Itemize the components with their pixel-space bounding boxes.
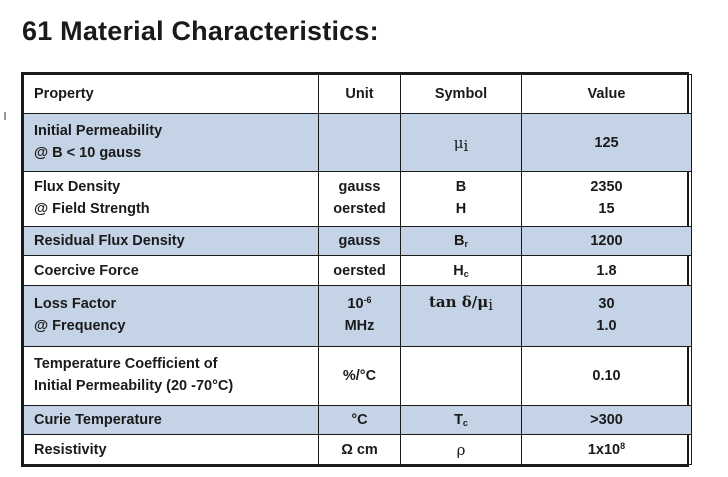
property-line: Initial Permeability bbox=[34, 122, 163, 139]
unit-cell: gauss bbox=[319, 226, 401, 256]
value-cell: 125 bbox=[522, 114, 692, 172]
value-cell: 0.10 bbox=[522, 347, 692, 405]
unit-cell: Ω cm bbox=[319, 435, 401, 465]
table-row bbox=[24, 256, 692, 286]
symbol-sub: r bbox=[464, 238, 468, 249]
value-cell: 1200 bbox=[522, 226, 692, 256]
unit-line: gauss bbox=[338, 179, 381, 196]
material-table bbox=[21, 72, 689, 467]
value-line: 2350 bbox=[590, 179, 623, 196]
unit-cell bbox=[319, 172, 401, 226]
symbol-cell bbox=[401, 256, 522, 286]
symbol-cell bbox=[401, 114, 522, 172]
symbol-main: H bbox=[453, 262, 464, 279]
unit-exponent: -6 bbox=[363, 295, 372, 306]
value-cell: >300 bbox=[522, 405, 692, 435]
property-condition: @ Field Strength bbox=[34, 200, 150, 217]
unit-line bbox=[329, 294, 390, 316]
value-line: 30 bbox=[598, 296, 615, 313]
unit-base: 10 bbox=[347, 296, 364, 313]
material-characteristics-table bbox=[23, 74, 692, 465]
value-cell: 1.8 bbox=[522, 256, 692, 286]
symbol-sub: c bbox=[462, 417, 468, 428]
symbol-cell bbox=[401, 285, 522, 346]
header-property: Property bbox=[24, 75, 319, 114]
value-cell bbox=[522, 172, 692, 226]
property-cell: Curie Temperature bbox=[24, 405, 319, 435]
property-condition: @ B < 10 gauss bbox=[34, 144, 142, 161]
symbol-main: μ bbox=[453, 133, 464, 152]
symbol-sub: c bbox=[463, 268, 469, 279]
symbol-cell bbox=[401, 226, 522, 256]
symbol-cell bbox=[401, 405, 522, 435]
symbol-main: T bbox=[454, 411, 463, 428]
symbol-line: H bbox=[455, 200, 467, 217]
property-line: Temperature Coefficient of bbox=[34, 356, 218, 373]
property-cell bbox=[24, 285, 319, 346]
property-cell: Coercive Force bbox=[24, 256, 319, 286]
value-cell bbox=[522, 285, 692, 346]
table-row bbox=[24, 435, 692, 465]
property-cell bbox=[24, 172, 319, 226]
property-line: Loss Factor bbox=[34, 296, 117, 313]
margin-mark bbox=[4, 112, 9, 120]
property-line: Initial Permeability (20 -70°C) bbox=[34, 377, 234, 394]
header-unit: Unit bbox=[319, 75, 401, 114]
symbol-main: ρ bbox=[456, 440, 466, 459]
unit-cell bbox=[319, 114, 401, 172]
symbol-cell bbox=[401, 172, 522, 226]
header-symbol: Symbol bbox=[401, 75, 522, 114]
table-row bbox=[24, 226, 692, 256]
property-cell: Resistivity bbox=[24, 435, 319, 465]
property-cell bbox=[24, 114, 319, 172]
symbol-main: tan δ/μ bbox=[428, 292, 489, 311]
unit-cell: %/°C bbox=[319, 347, 401, 405]
unit-cell: °C bbox=[319, 405, 401, 435]
table-row bbox=[24, 114, 692, 172]
symbol-main: B bbox=[454, 232, 465, 249]
table-row bbox=[24, 285, 692, 346]
value-line: 15 bbox=[598, 200, 615, 217]
symbol-sub: i bbox=[488, 295, 494, 314]
value-cell bbox=[522, 435, 692, 465]
value-base: 1x10 bbox=[587, 441, 621, 458]
symbol-cell bbox=[401, 435, 522, 465]
value-exponent: 8 bbox=[620, 440, 626, 451]
unit-cell: oersted bbox=[319, 256, 401, 286]
unit-line: MHz bbox=[344, 318, 375, 335]
symbol-line: B bbox=[455, 179, 467, 196]
page-title: 61 Material Characteristics: bbox=[22, 16, 379, 46]
unit-cell bbox=[319, 285, 401, 346]
property-condition: @ Frequency bbox=[34, 318, 126, 335]
property-cell: Residual Flux Density bbox=[24, 226, 319, 256]
table-row bbox=[24, 347, 692, 405]
value-line: 1.0 bbox=[596, 318, 617, 335]
header-row bbox=[24, 75, 692, 114]
header-value: Value bbox=[522, 75, 692, 114]
property-cell bbox=[24, 347, 319, 405]
property-line: Flux Density bbox=[34, 179, 121, 196]
table-row bbox=[24, 405, 692, 435]
unit-line: oersted bbox=[333, 200, 386, 217]
symbol-cell bbox=[401, 347, 522, 405]
table-row bbox=[24, 172, 692, 226]
symbol-sub: i bbox=[463, 136, 469, 155]
